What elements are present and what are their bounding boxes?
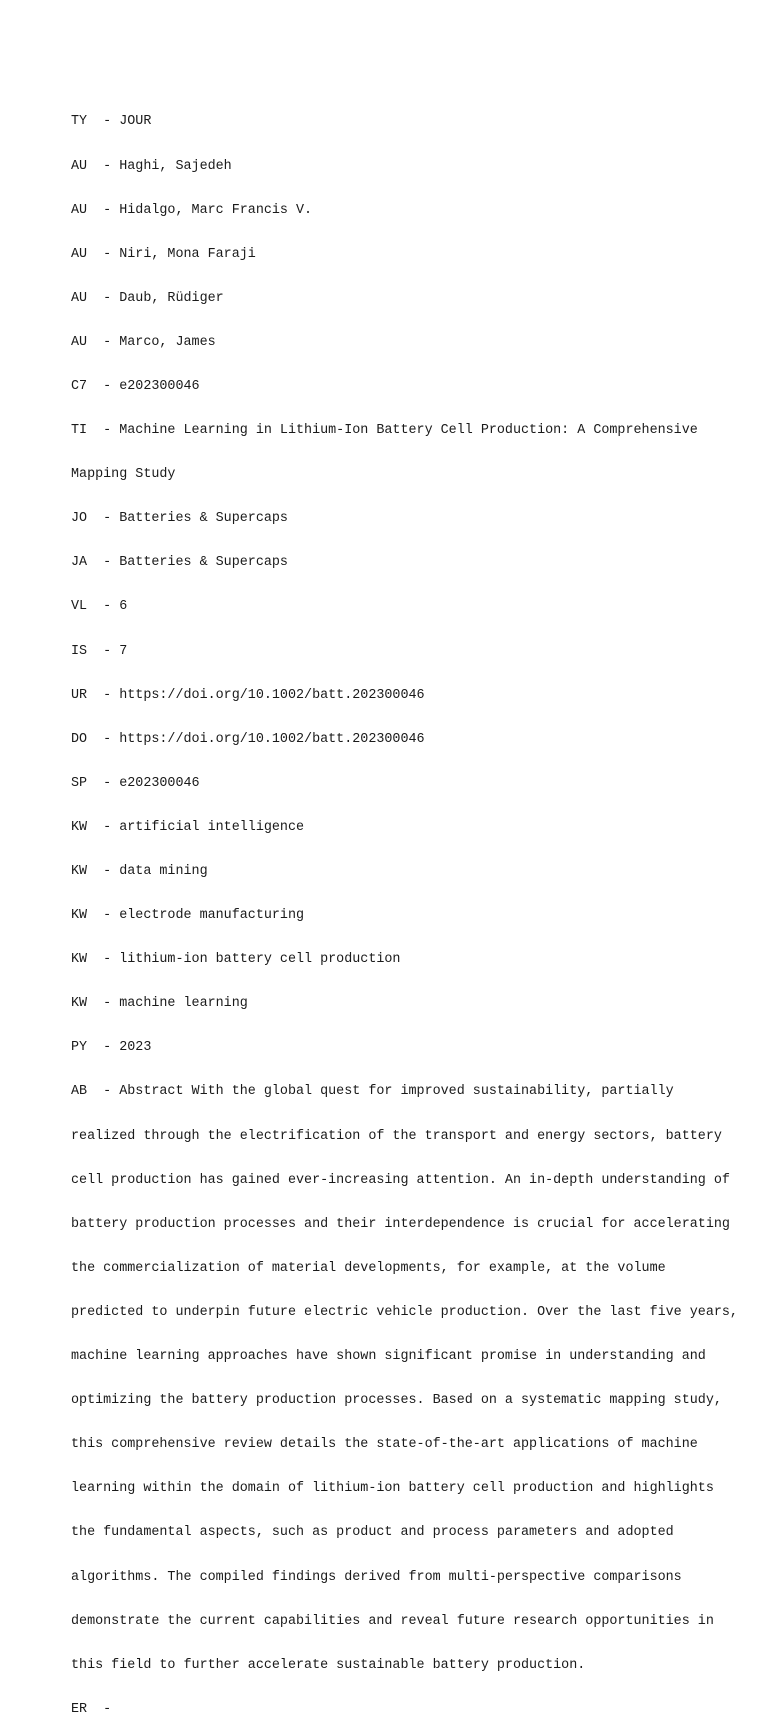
ris-line-author: AU - Haghi, Sajedeh [71, 158, 232, 174]
ris-line-abstract-continued: this comprehensive review details the state-of-the-art applications of machine [71, 1437, 698, 1453]
ris-line-end-record: ER - [71, 1701, 120, 1717]
ris-line-abstract-continued: predicted to underpin future electric vehicle production. Over the last five years, [71, 1304, 738, 1320]
ris-line-abstract-continued: realized through the electrification of the transport and energy sectors, battery [71, 1128, 722, 1144]
ris-line-start-page: SP - e202300046 [71, 775, 200, 791]
ris-line-abstract-continued: algorithms. The compiled findings derived from multi-perspective comparisons [71, 1569, 682, 1585]
ris-line-abstract-continued: battery production processes and their interdependence is crucial for accelerating [71, 1216, 730, 1232]
ris-line-year: PY - 2023 [71, 1040, 152, 1056]
ris-line-abstract-continued: the fundamental aspects, such as product and process parameters and adopted [71, 1525, 674, 1541]
ris-citation-record [71, 86, 738, 1732]
ris-line-issue: IS - 7 [71, 643, 128, 659]
ris-line-author: AU - Niri, Mona Faraji [71, 246, 256, 262]
ris-line-author: AU - Daub, Rüdiger [71, 290, 224, 306]
ris-line-abstract-continued: the commercialization of material developments, for example, at the volume [71, 1260, 666, 1276]
ris-line-keyword: KW - data mining [71, 864, 208, 879]
ris-line-abstract-continued: this field to further accelerate sustainable battery production. [71, 1657, 586, 1673]
ris-line-article-number: C7 - e202300046 [71, 378, 200, 394]
ris-line-abstract-continued: demonstrate the current capabilities and reveal future research opportunities in [71, 1613, 714, 1629]
ris-line-title: TI - Machine Learning in Lithium-Ion Battery Cell Production: A Comprehensive [71, 423, 698, 439]
ris-line-keyword: KW - artificial intelligence [71, 819, 305, 835]
ris-line-url: UR - https://doi.org/10.1002/batt.202300046 [71, 687, 425, 703]
ris-line-volume: VL - 6 [71, 599, 128, 615]
ris-line-doi: DO - https://doi.org/10.1002/batt.202300046 [71, 731, 425, 747]
ris-line-keyword: KW - machine learning [71, 996, 248, 1012]
ris-line-author: AU - Marco, James [71, 334, 216, 350]
ris-line-keyword: KW - electrode manufacturing [71, 908, 305, 924]
ris-line-author: AU - Hidalgo, Marc Francis V. [71, 202, 313, 218]
ris-line-abstract-continued: machine learning approaches have shown significant promise in understanding and [71, 1349, 706, 1365]
ris-line-keyword: KW - lithium-ion battery cell production [71, 952, 401, 968]
ris-line-journal-abbrev: JA - Batteries & Supercaps [71, 555, 288, 571]
ris-line-title-continued: Mapping Study [71, 467, 176, 483]
ris-line-journal: JO - Batteries & Supercaps [71, 511, 288, 527]
ris-line-type: TY - JOUR [71, 114, 152, 130]
ris-line-abstract-continued: optimizing the battery production processes. Based on a systematic mapping study, [71, 1393, 722, 1409]
ris-line-abstract: AB - Abstract With the global quest for improved sustainability, partially [71, 1084, 674, 1100]
ris-line-abstract-continued: cell production has gained ever-increasing attention. An in-depth understanding of [71, 1172, 730, 1188]
ris-line-abstract-continued: learning within the domain of lithium-ion battery cell production and highlights [71, 1481, 714, 1497]
